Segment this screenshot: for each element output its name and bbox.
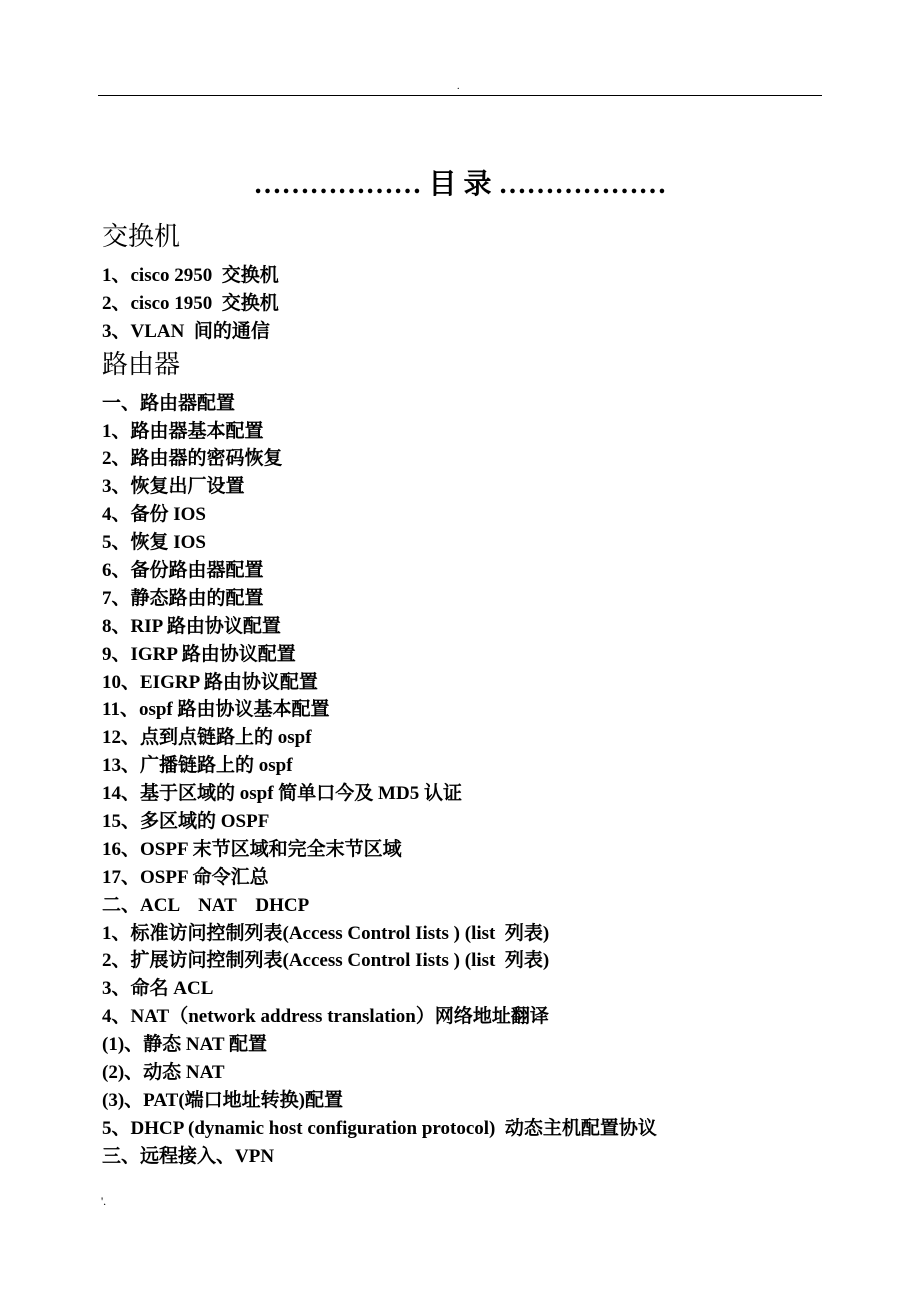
header-rule <box>98 95 822 96</box>
toc-entry[interactable]: 三、远程接入、VPN <box>102 1145 275 1167</box>
toc-entry[interactable]: 2、cisco 1950 交换机 <box>102 292 279 314</box>
toc-entry[interactable]: 7、静态路由的配置 <box>102 587 264 609</box>
toc-entry[interactable]: 9、IGRP 路由协议配置 <box>102 643 296 665</box>
table-of-contents <box>102 218 862 1171</box>
toc-entry[interactable]: 一、路由器配置 <box>102 392 236 414</box>
header-mark: . <box>457 81 460 92</box>
toc-entry[interactable]: 1、路由器基本配置 <box>102 420 264 442</box>
section-heading-routers: 路由器 <box>102 349 181 380</box>
footer-mark: '. <box>101 1194 107 1208</box>
toc-entry[interactable]: 16、OSPF 末节区域和完全末节区域 <box>102 838 402 860</box>
toc-entry[interactable]: 5、DHCP (dynamic host configuration protocol) 动态主机配置协议 <box>102 1117 657 1139</box>
toc-entry[interactable]: 3、命名 ACL <box>102 978 214 1000</box>
toc-entry[interactable]: 3、VLAN 间的通信 <box>102 320 270 342</box>
toc-entry[interactable]: (2)、动态 NAT <box>102 1062 225 1084</box>
toc-entry[interactable]: 13、广播链路上的 ospf <box>102 755 293 777</box>
toc-entry[interactable]: 1、标准访问控制列表(Access Control Iists ) (list 列表) <box>102 922 550 944</box>
toc-entry[interactable]: (1)、静态 NAT 配置 <box>102 1034 268 1056</box>
toc-entry[interactable]: 5、恢复 IOS <box>102 532 206 554</box>
toc-entry[interactable]: 8、RIP 路由协议配置 <box>102 615 281 637</box>
toc-entry[interactable]: 4、NAT（network address translation）网络地址翻译 <box>102 1006 549 1028</box>
toc-entry[interactable]: 3、恢复出厂设置 <box>102 476 245 498</box>
toc-entry[interactable]: 10、EIGRP 路由协议配置 <box>102 671 318 693</box>
toc-entry[interactable]: 6、备份路由器配置 <box>102 560 264 582</box>
toc-entry[interactable]: 12、点到点链路上的 ospf <box>102 727 312 749</box>
toc-entry[interactable]: 二、ACL NAT DHCP <box>102 894 310 916</box>
toc-entry[interactable]: 2、扩展访问控制列表(Access Control Iists ) (list 列表) <box>102 950 550 972</box>
toc-entry[interactable]: 14、基于区域的 ospf 简单口今及 MD5 认证 <box>102 783 462 805</box>
toc-entry[interactable]: (3)、PAT(端口地址转换)配置 <box>102 1089 343 1111</box>
toc-entry[interactable]: 2、路由器的密码恢复 <box>102 448 283 470</box>
section-heading-switches: 交换机 <box>102 222 181 252</box>
toc-entry[interactable]: 11、ospf 路由协议基本配置 <box>102 699 330 721</box>
toc-title: ……………… 目 录 ……………… <box>253 169 667 200</box>
toc-entry[interactable]: 17、OSPF 命令汇总 <box>102 866 269 888</box>
toc-entry[interactable]: 1、cisco 2950 交换机 <box>102 265 279 286</box>
toc-entry[interactable]: 15、多区域的 OSPF <box>102 811 270 833</box>
toc-entry[interactable]: 4、备份 IOS <box>102 504 206 526</box>
